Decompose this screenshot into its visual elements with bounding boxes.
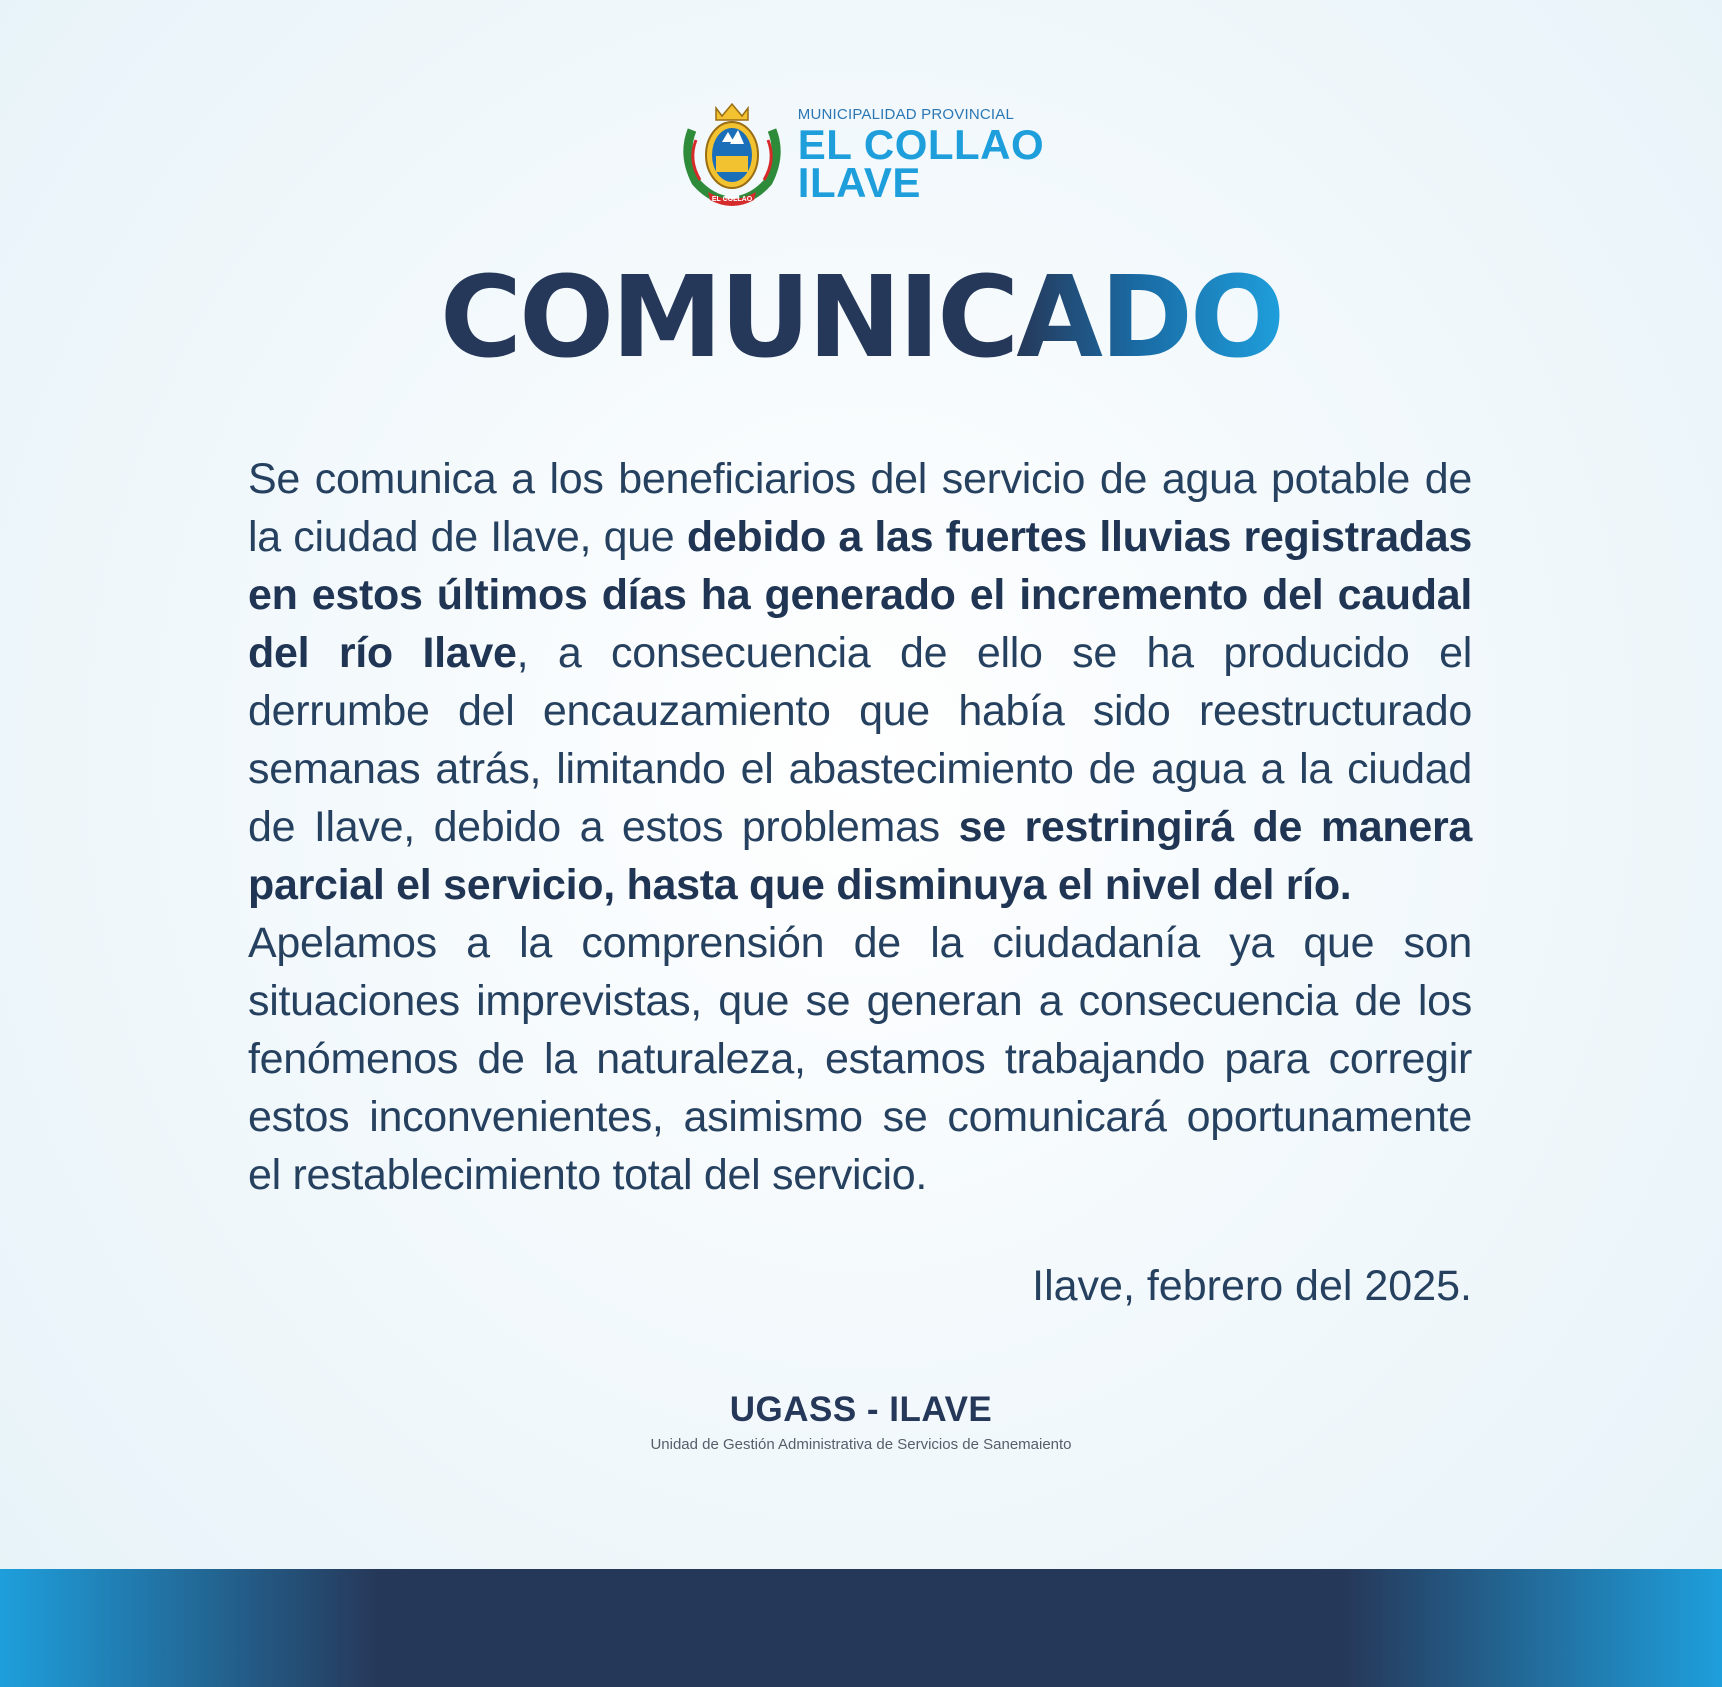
municipal-crest-icon [678,100,786,210]
paragraph-2: Apelamos a la comprensión de la ciudadanía ya que son situaciones imprevistas, que se generan a consecuencia de los fenómenos de la naturaleza, estamos trabajando para corregir estos inconvenientes, asimismo se comunicará oportunamente el restablecimiento total del servicio. [248,919,1472,1199]
announcement-body [248,450,1472,1204]
brand-name-line1: EL COLLAO [797,120,1045,168]
title-part-dark: COMUNIC [439,253,1017,383]
date-line: Ilave, febrero del 2025. [1032,1262,1472,1310]
footer-bar [0,1569,1722,1687]
org-name: UGASS - ILAVE [729,1390,993,1429]
p1-bold-d: se restringirá de manera parcial el servicio, hasta que disminuya el nivel del río. [248,803,1472,909]
brand-name-line2: ILAVE [797,158,921,206]
header [0,100,1722,210]
p1-text-a: Se comunica a los beneficiarios del servicio de agua potable de la ciudad de Ilave, que [248,455,1472,561]
title-part-gradient: ADO [1016,253,1283,383]
paragraph-1 [248,450,1472,914]
signature-block [0,1390,1722,1453]
municipality-brand [798,107,1044,204]
page-title [0,253,1722,383]
crest-ribbon-text: EL COLLAO [711,196,752,203]
org-full-name: Unidad de Gestión Administrativa de Servicios de Sanemaiento [650,1436,1072,1453]
brand-subtitle: MUNICIPALIDAD PROVINCIAL [797,105,1015,123]
p1-text-c: , a consecuencia de ello se ha producido el derrumbe del encauzamiento que había sido reestructurado semanas atrás, limitando el abastecimiento de agua a la ciudad de Ilave, debido a estos problemas [248,629,1472,851]
p1-bold-b: debido a las fuertes lluvias registradas en estos últimos días ha generado el incremento del caudal del río Ilave [248,513,1473,677]
